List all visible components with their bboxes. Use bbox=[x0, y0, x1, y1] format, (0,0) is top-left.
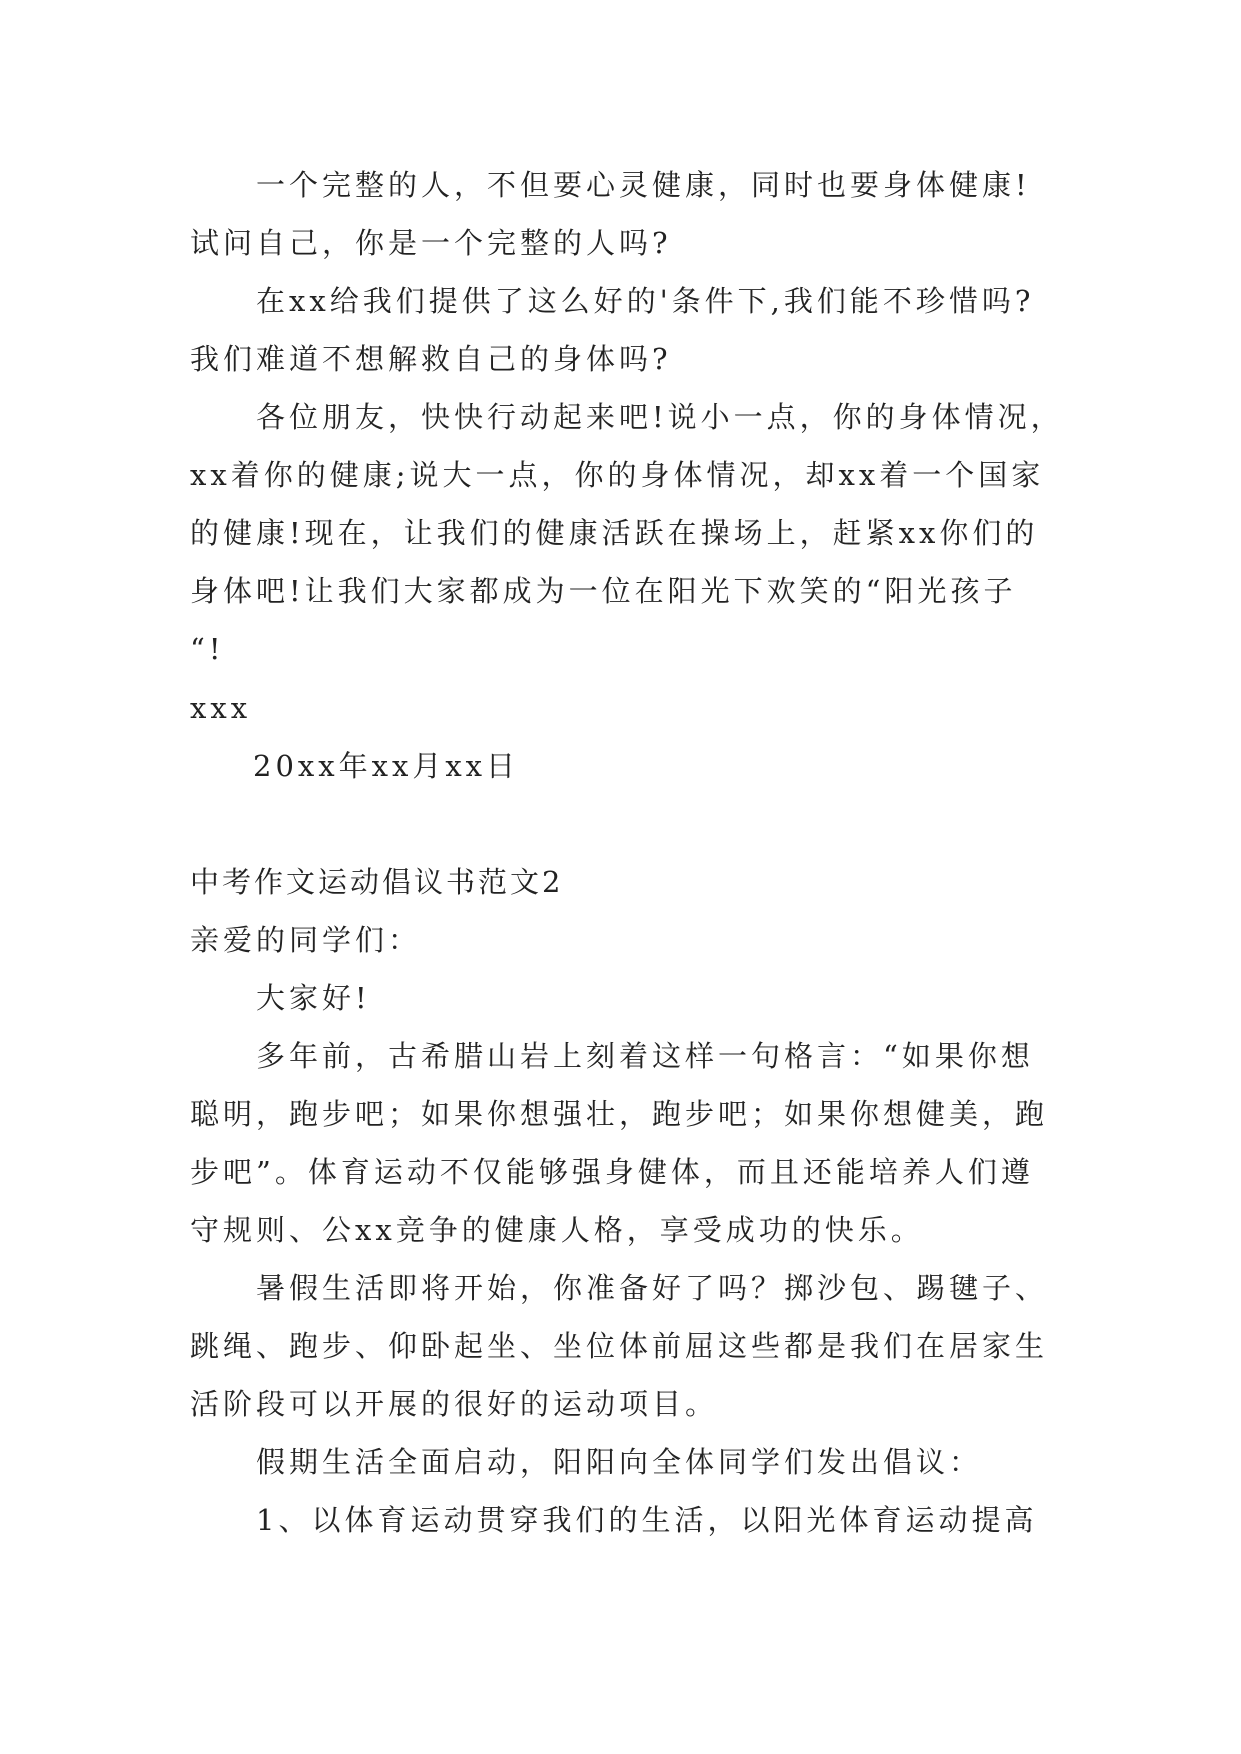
paragraph-line: 跳绳、跑步、仰卧起坐、坐位体前屈这些都是我们在居家生 bbox=[190, 1329, 1049, 1363]
paragraph-line: 一个完整的人，不但要心灵健康，同时也要身体健康! bbox=[256, 168, 1031, 202]
signature-date: 20xx年xx月xx日 bbox=[253, 749, 520, 783]
paragraph-line: 身体吧!让我们大家都成为一位在阳光下欢笑的“阳光孩子 bbox=[190, 574, 1017, 608]
paragraph-line: 守规则、公xx竞争的健康人格，享受成功的快乐。 bbox=[190, 1213, 924, 1247]
salutation: 亲爱的同学们： bbox=[190, 923, 422, 957]
paragraph-line: 活阶段可以开展的很好的运动项目。 bbox=[190, 1387, 719, 1421]
paragraph-line: 聪明，跑步吧；如果你想强壮，跑步吧；如果你想健美，跑 bbox=[190, 1097, 1049, 1131]
paragraph-line: 我们难道不想解救自己的身体吗? bbox=[190, 342, 672, 376]
signature-name: xxx bbox=[190, 691, 252, 725]
paragraph-line: 1、以体育运动贯穿我们的生活，以阳光体育运动提高 bbox=[256, 1503, 1038, 1537]
greeting: 大家好! bbox=[256, 981, 371, 1015]
paragraph-line: xx着你的健康;说大一点，你的身体情况，却xx着一个国家 bbox=[190, 458, 1045, 492]
paragraph-line: 多年前，古希腊山岩上刻着这样一句格言：“如果你想 bbox=[256, 1039, 1034, 1073]
section-title: 中考作文运动倡议书范文2 bbox=[190, 865, 564, 899]
paragraph-line: 步吧”。体育运动不仅能够强身健体，而且还能培养人们遵 bbox=[190, 1155, 1034, 1189]
paragraph-line: 试问自己，你是一个完整的人吗? bbox=[190, 226, 672, 260]
paragraph-line: 各位朋友，快快行动起来吧!说小一点，你的身体情况， bbox=[256, 400, 1064, 434]
paragraph-line: 假期生活全面启动，阳阳向全体同学们发出倡议： bbox=[256, 1445, 983, 1479]
paragraph-line: “! bbox=[190, 632, 225, 666]
paragraph-line: 在xx给我们提供了这么好的'条件下,我们能不珍惜吗? bbox=[256, 284, 1035, 318]
paragraph-line: 的健康!现在，让我们的健康活跃在操场上，赶紧xx你们的 bbox=[190, 516, 1039, 550]
paragraph-line: 暑假生活即将开始，你准备好了吗？掷沙包、踢毽子、 bbox=[256, 1271, 1049, 1305]
